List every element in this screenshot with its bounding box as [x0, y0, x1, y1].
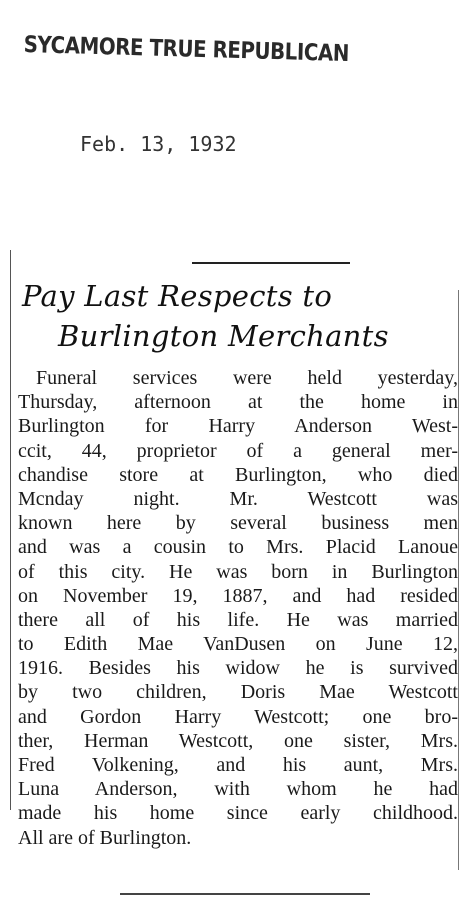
body-line: to Edith Mae VanDusen on June 12, [18, 633, 458, 656]
column-border-right [458, 290, 459, 870]
body-line: made his home since early childhood. [18, 802, 458, 825]
body-line: chandise store at Burlington, who died [18, 463, 458, 486]
body-line: Mcnday night. Mr. Westcott was [18, 487, 458, 510]
body-line: by two children, Doris Mae Westcott [18, 681, 458, 704]
body-line: 1916. Besides his widow he is survived [18, 657, 458, 680]
article-body [18, 366, 458, 850]
bottom-rule [120, 893, 370, 895]
headline-line-1: Pay Last Respects to [22, 279, 333, 313]
column-border-left [10, 250, 11, 810]
newspaper-masthead: SYCAMORE TRUE REPUBLICAN [23, 32, 350, 68]
body-line: there all of his life. He was married [18, 608, 458, 631]
article-headline [22, 276, 462, 356]
body-line: Funeral services were held yesterday, [36, 367, 458, 389]
body-line: on November 19, 1887, and had resided [18, 584, 458, 607]
body-line: ther, Herman Westcott, one sister, Mrs. [18, 729, 458, 752]
body-line: All are of Burlington. [18, 826, 192, 849]
body-line: of this city. He was born in Burlington [18, 560, 458, 583]
body-line: ccit, 44, proprietor of a general mer- [18, 439, 458, 462]
publication-date: Feb. 13, 1932 [80, 132, 237, 156]
body-line: Luna Anderson, with whom he had [18, 778, 458, 801]
body-line: and Gordon Harry Westcott; one bro- [18, 705, 458, 728]
body-line: Burlington for Harry Anderson West- [18, 415, 458, 438]
body-line: known here by several business men [18, 512, 458, 535]
body-line: Fred Volkening, and his aunt, Mrs. [18, 754, 458, 776]
headline-line-2: Burlington Merchants [58, 319, 389, 353]
top-rule [192, 262, 350, 264]
body-line: and was a cousin to Mrs. Placid Lanoue [18, 536, 458, 559]
body-line: Thursday, afternoon at the home in [18, 391, 458, 414]
